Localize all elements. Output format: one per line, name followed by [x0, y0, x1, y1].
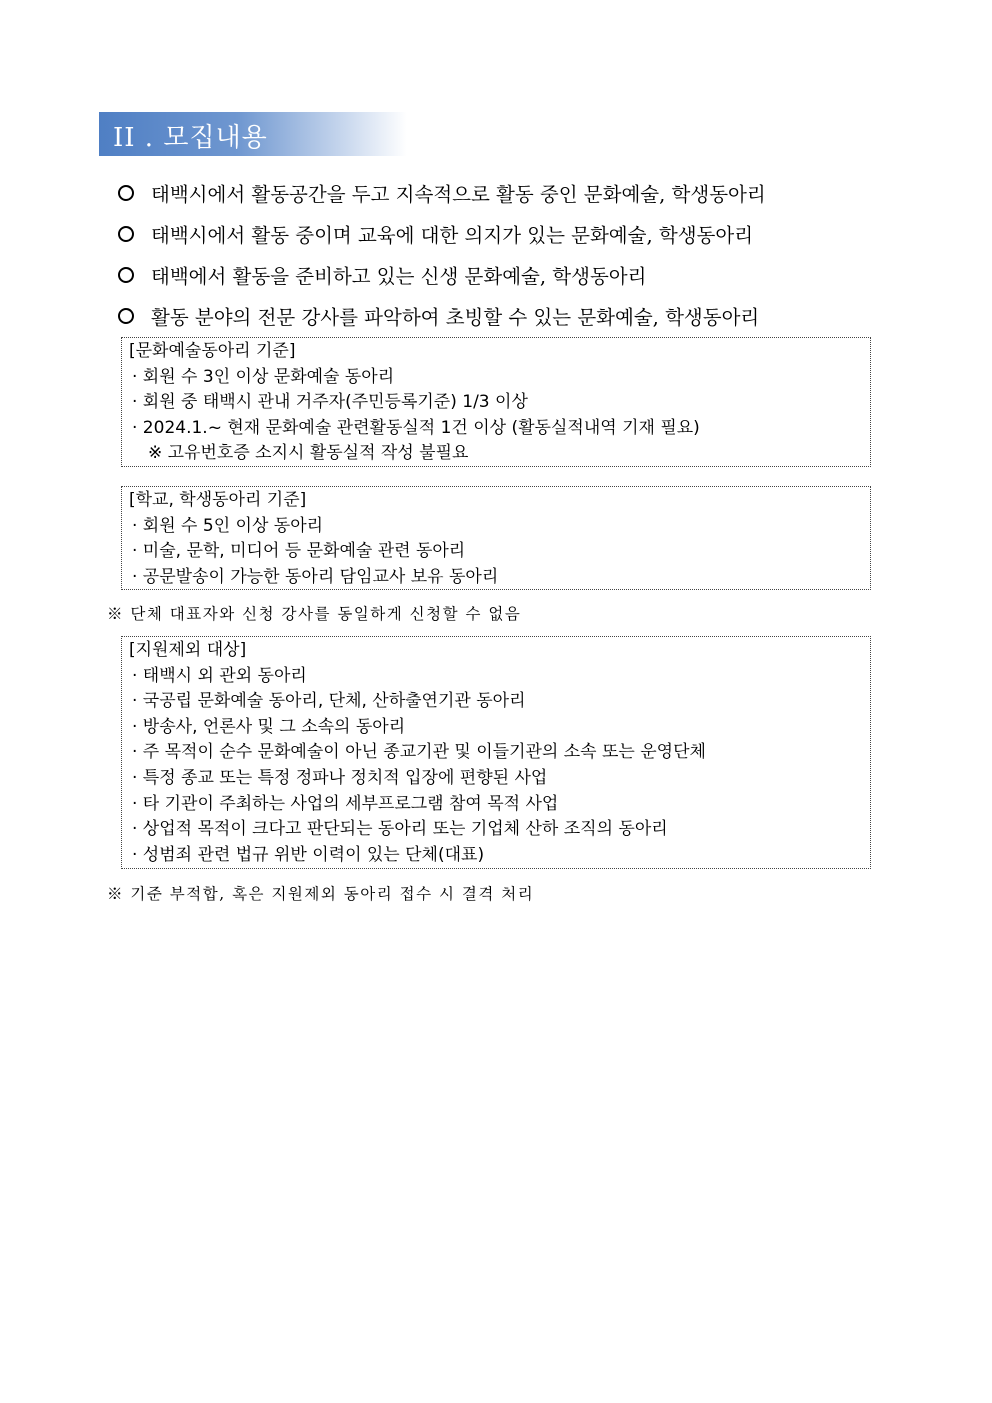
- criteria-note: ※ 고유번호증 소지시 활동실적 작성 불필요: [148, 443, 469, 464]
- exclusion-item: · 방송사, 언론사 및 그 소속의 동아리: [132, 716, 406, 737]
- exclusion-item: · 성범죄 관련 법규 위반 이력이 있는 단체(대표): [132, 844, 485, 865]
- culture-club-criteria-box: [121, 337, 871, 467]
- list-item: 태백에서 활동을 준비하고 있는 신생 문화예술, 학생동아리: [118, 254, 878, 295]
- exclusion-item: · 국공립 문화예술 동아리, 단체, 산하출연기관 동아리: [132, 691, 526, 712]
- school-club-criteria-box: [121, 486, 871, 590]
- footnote: ※ 기준 부적합, 혹은 지원제외 동아리 접수 시 결격 처리: [107, 885, 535, 903]
- criteria-item: · 회원 수 5인 이상 동아리: [132, 515, 324, 536]
- exclusion-item: · 상업적 목적이 크다고 판단되는 동아리 또는 기업체 산하 조직의 동아리: [132, 819, 668, 840]
- box-title: [문화예술동아리 기준]: [129, 341, 296, 361]
- criteria-item: · 회원 중 태백시 관내 거주자(주민등록기준) 1/3 이상: [132, 392, 528, 413]
- list-item: 활동 분야의 전문 강사를 파악하여 초빙할 수 있는 문화예술, 학생동아리: [118, 295, 878, 336]
- footnote: ※ 단체 대표자와 신청 강사를 동일하게 신청할 수 없음: [107, 605, 522, 623]
- exclusion-item: · 주 목적이 순수 문화예술이 아닌 종교기관 및 이들기관의 소속 또는 운영단체: [132, 742, 706, 763]
- circle-bullet-icon: [118, 267, 134, 283]
- exclusion-item: · 특정 종교 또는 특정 정파나 정치적 입장에 편향된 사업: [132, 767, 548, 788]
- exclusion-criteria-box: [121, 636, 871, 869]
- box-title: [지원제외 대상]: [129, 640, 247, 660]
- box-title: [학교, 학생동아리 기준]: [129, 490, 307, 510]
- list-item: 태백시에서 활동 중이며 교육에 대한 의지가 있는 문화예술, 학생동아리: [118, 213, 878, 254]
- criteria-item: · 공문발송이 가능한 동아리 담임교사 보유 동아리: [132, 566, 499, 587]
- section-title: II . 모집내용: [113, 123, 268, 153]
- criteria-item: · 회원 수 3인 이상 문화예술 동아리: [132, 366, 395, 387]
- criteria-item: · 미술, 문학, 미디어 등 문화예술 관련 동아리: [132, 541, 466, 562]
- circle-bullet-icon: [118, 308, 134, 324]
- exclusion-item: · 태백시 외 관외 동아리: [132, 665, 307, 686]
- recruitment-target-list: [118, 172, 878, 336]
- list-item: 태백시에서 활동공간을 두고 지속적으로 활동 중인 문화예술, 학생동아리: [118, 172, 878, 213]
- circle-bullet-icon: [118, 226, 134, 242]
- criteria-item: · 2024.1.~ 현재 문화예술 관련활동실적 1건 이상 (활동실적내역 기재 필요): [132, 417, 700, 438]
- exclusion-item: · 타 기관이 주최하는 사업의 세부프로그램 참여 목적 사업: [132, 793, 559, 814]
- section-header: [99, 112, 407, 156]
- circle-bullet-icon: [118, 185, 134, 201]
